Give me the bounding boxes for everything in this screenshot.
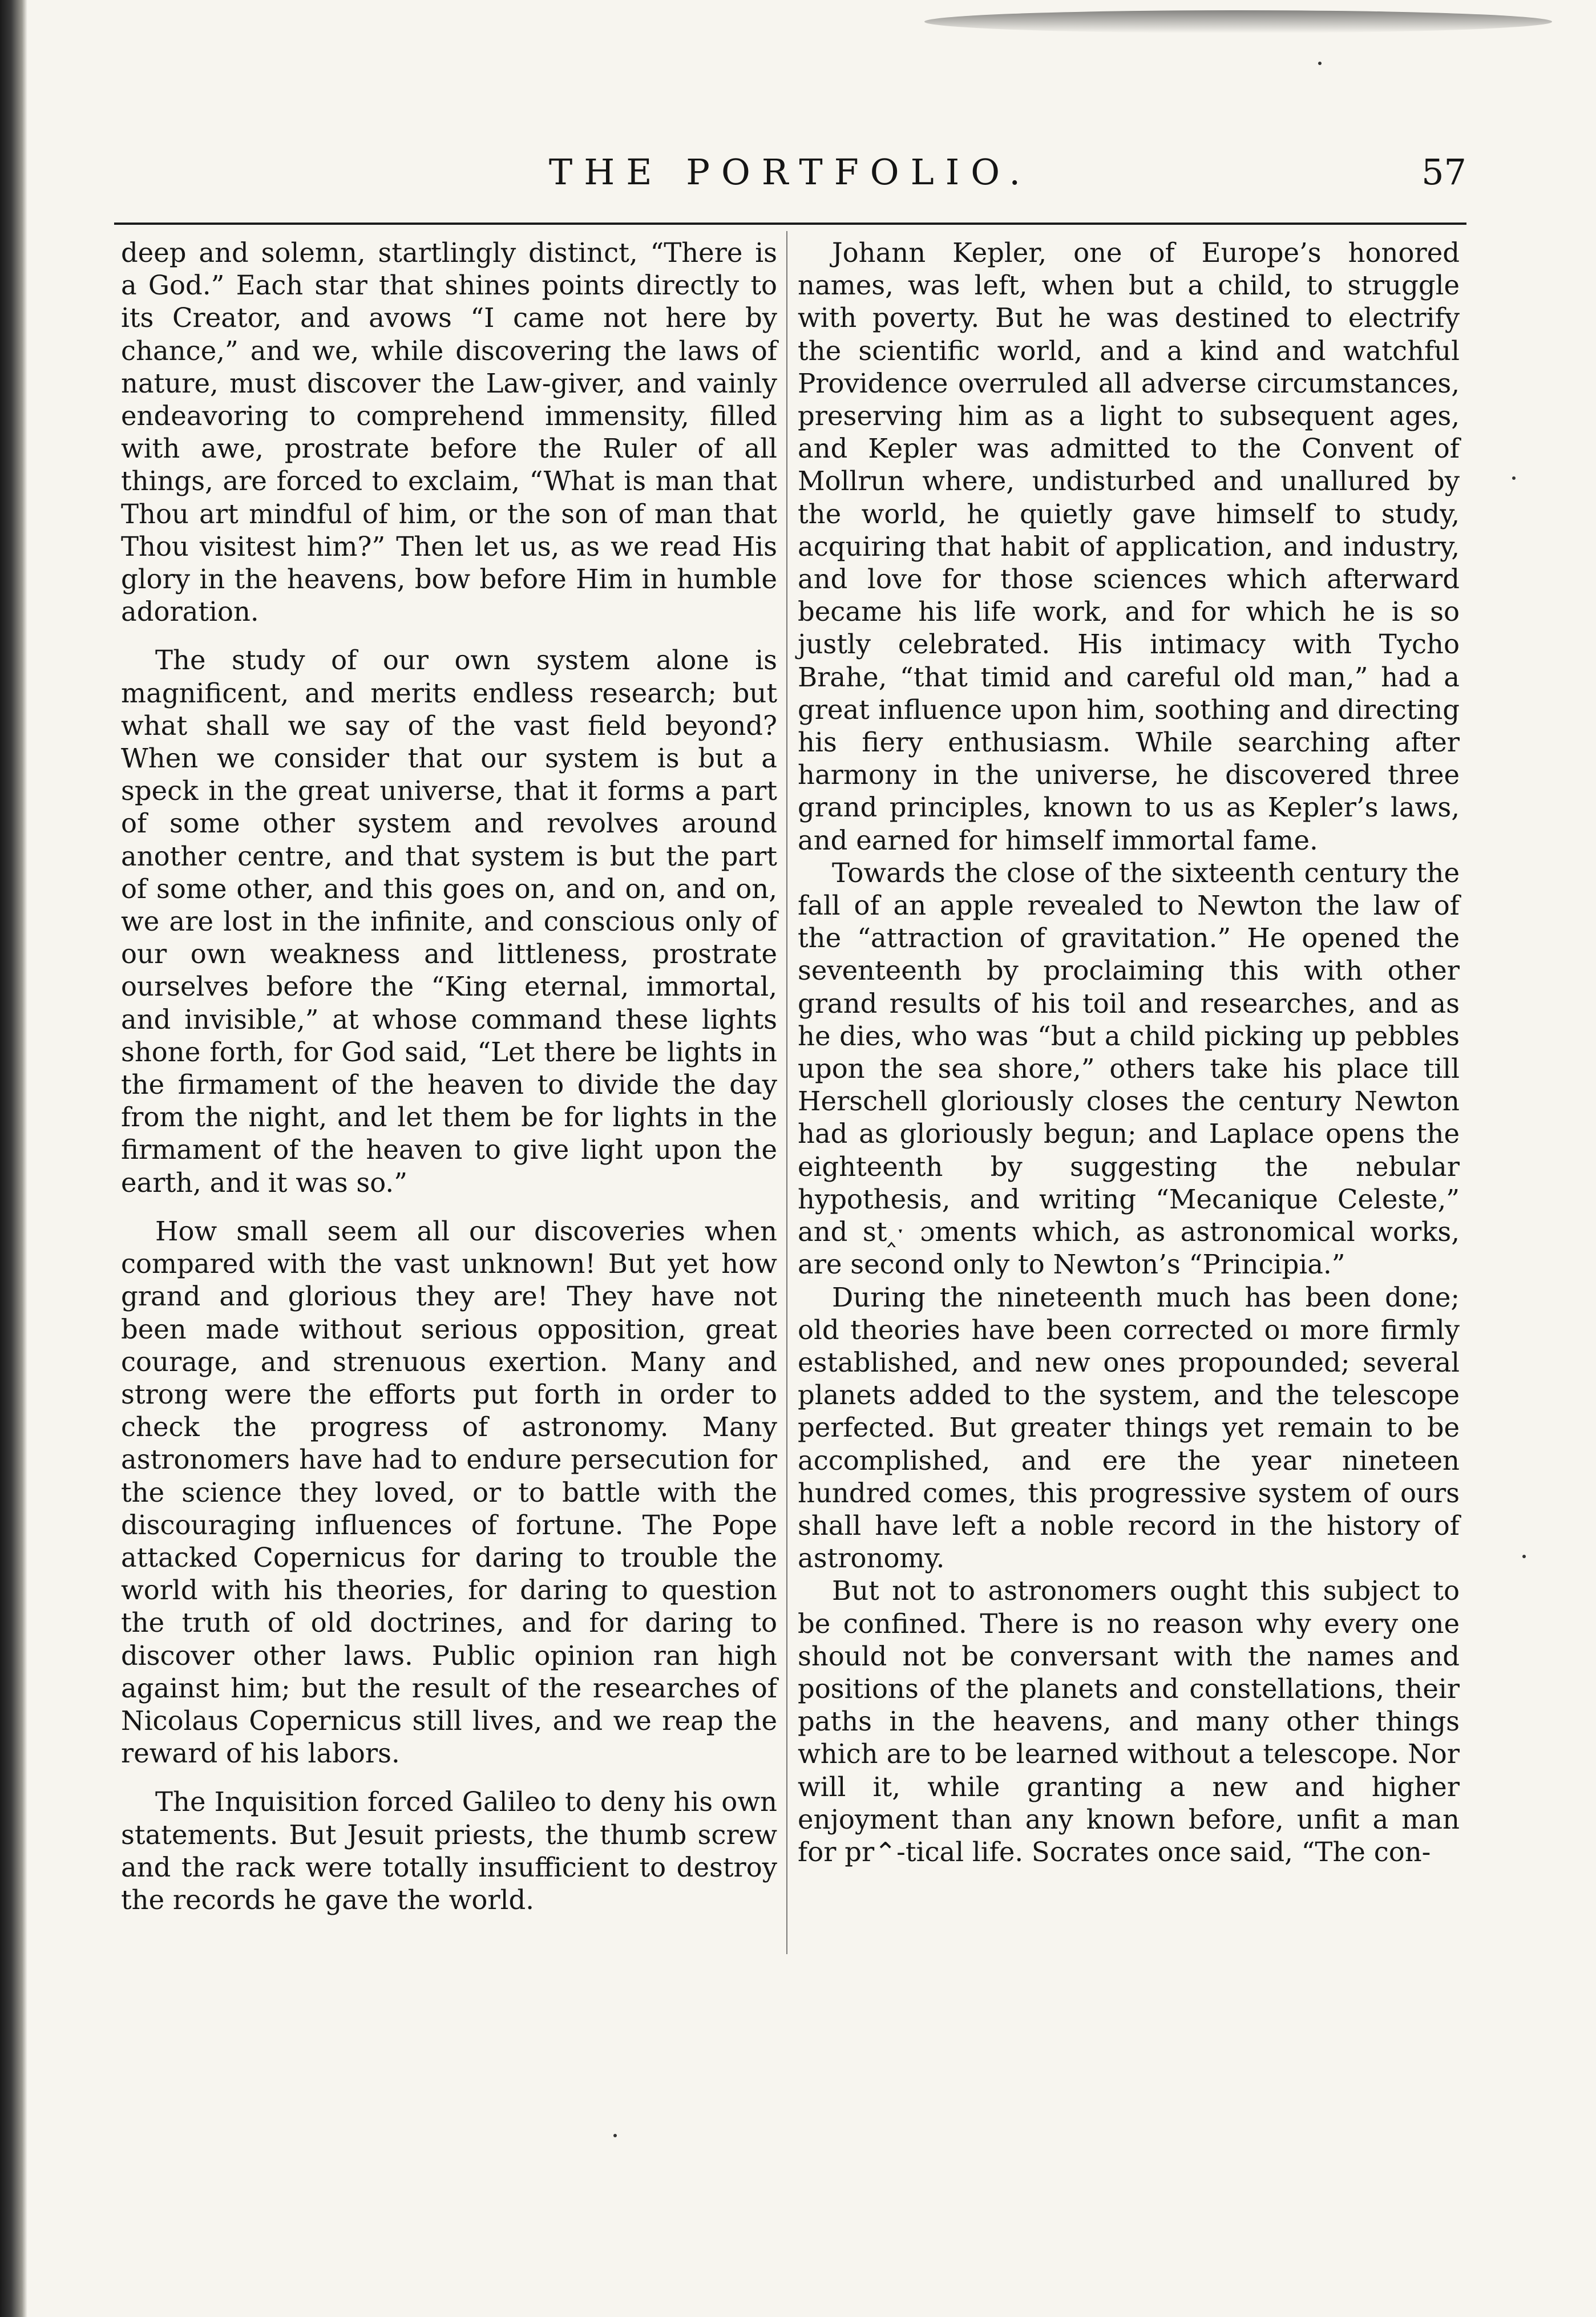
header-rule	[114, 223, 1466, 225]
paragraph: deep and solemn, startlingly distinct, “There is a God.” Each star that shines points directly to its Creator, and avows “I came not here by chance,” and we, while discovering the laws of nature, must discover the Law-giver, and vainly endeavoring to comprehend immensity, filled with awe, prostrate before the Ruler of all things, are forced to exclaim, “What is man that Thou art mindful of him, or the son of man that Thou visitest him?” Then let us, as we read His glory in the heavens, bow before Him in humble adoration.	[121, 237, 777, 628]
paragraph: How small seem all our discoveries when compared with the vast unknown! But yet how grand and glorious they are! They have not been made without serious opposition, great courage, and strenuous exertion. Many and strong were the efforts put forth in order to check the progress of astronomy. Many astronomers have had to endure persecution for the science they loved, or to battle with the discouraging influences of fortune. The Pope attacked Copernicus for daring to trouble the world with his theories, for daring to question the truth of old doctrines, and for daring to discover other laws. Public opinion ran high against him; but the result of the researches of Nicolaus Copernicus still lives, and we reap the reward of his labors.	[121, 1215, 777, 1769]
running-title: THE PORTFOLIO.	[548, 151, 1032, 193]
page-number: 57	[1421, 151, 1466, 193]
ink-speck	[1318, 62, 1322, 65]
right-column	[798, 237, 1460, 1869]
paragraph: The Inquisition forced Galileo to deny his own statements. But Jesuit priests, the thumb screw and the rack were totally insufficient to destroy the records he gave the world.	[121, 1786, 777, 1915]
paragraph: During the nineteenth much has been done; old theories have been corrected oı more firmly established, and new ones propounded; several planets added to the system, and the telescope perfected. But greater things yet remain to be accomplished, and ere the year nineteen hundred comes, this progressive system of ours shall have left a noble record in the history of astronomy.	[798, 1281, 1460, 1574]
column-divider	[786, 231, 787, 1954]
page-header	[114, 151, 1466, 208]
ink-speck	[1512, 476, 1516, 480]
binding-shadow	[0, 0, 27, 2317]
ink-speck	[1522, 1555, 1526, 1558]
ink-speck	[613, 2134, 617, 2137]
paragraph: Towards the close of the sixteenth century the fall of an apple revealed to Newton the law of the “attraction of gravitation.” He opened the seventeenth by proclaiming this with other grand results of his toil and researches, and as he dies, who was “but a child picking up pebbles upon the sea shore,” others take his place till Herschell gloriously closes the century Newton had as gloriously begun; and Laplace opens the eighteenth by suggesting the nebular hypothesis, and writing “Mecanique Celeste,” and st‸ˑ ɔments which, as astronomical works, are second only to Newton’s “Principia.”	[798, 857, 1460, 1280]
left-column	[121, 237, 777, 1916]
ink-smudge	[924, 10, 1552, 33]
paragraph: Johann Kepler, one of Europe’s honored names, was left, when but a child, to struggle with poverty. But he was destined to electrify the scientific world, and a kind and watchful Providence overruled all adverse circumstances, preserving him as a light to subsequent ages, and Kepler was admitted to the Convent of Mollrun where, undisturbed and unallured by the world, he quietly gave himself to study, acquiring that habit of application, and industry, and love for those sciences which afterward became his life work, and for which he is so justly celebrated. His intimacy with Tycho Brahe, “that timid and careful old man,” had a great influence upon him, soothing and directing his fiery enthusiasm. While searching after harmony in the universe, he discovered three grand principles, known to us as Kepler’s laws, and earned for himself immortal fame.	[798, 237, 1460, 856]
paragraph: But not to astronomers ought this subject to be confined. There is no reason why every one should not be conversant with the names and positions of the planets and constellations, their paths in the heavens, and many other things which are to be learned without a telescope. Nor will it, while granting a new and higher enjoyment than any known before, unfit a man for pr⌃-tical life. Socrates once said, “The con-	[798, 1575, 1460, 1867]
paragraph: The study of our own system alone is magnificent, and merits endless research; but what shall we say of the vast field beyond? When we consider that our system is but a speck in the great universe, that it forms a part of some other system and revolves around another centre, and that system is but the part of some other, and this goes on, and on, and on, we are lost in the infinite, and conscious only of our own weakness and littleness, prostrate ourselves before the “King eternal, immortal, and invisible,” at whose command these lights shone forth, for God said, “Let there be lights in the firmament of the heaven to divide the day from the night, and let them be for lights in the firmament of the heaven to give light upon the earth, and it was so.”	[121, 645, 777, 1198]
